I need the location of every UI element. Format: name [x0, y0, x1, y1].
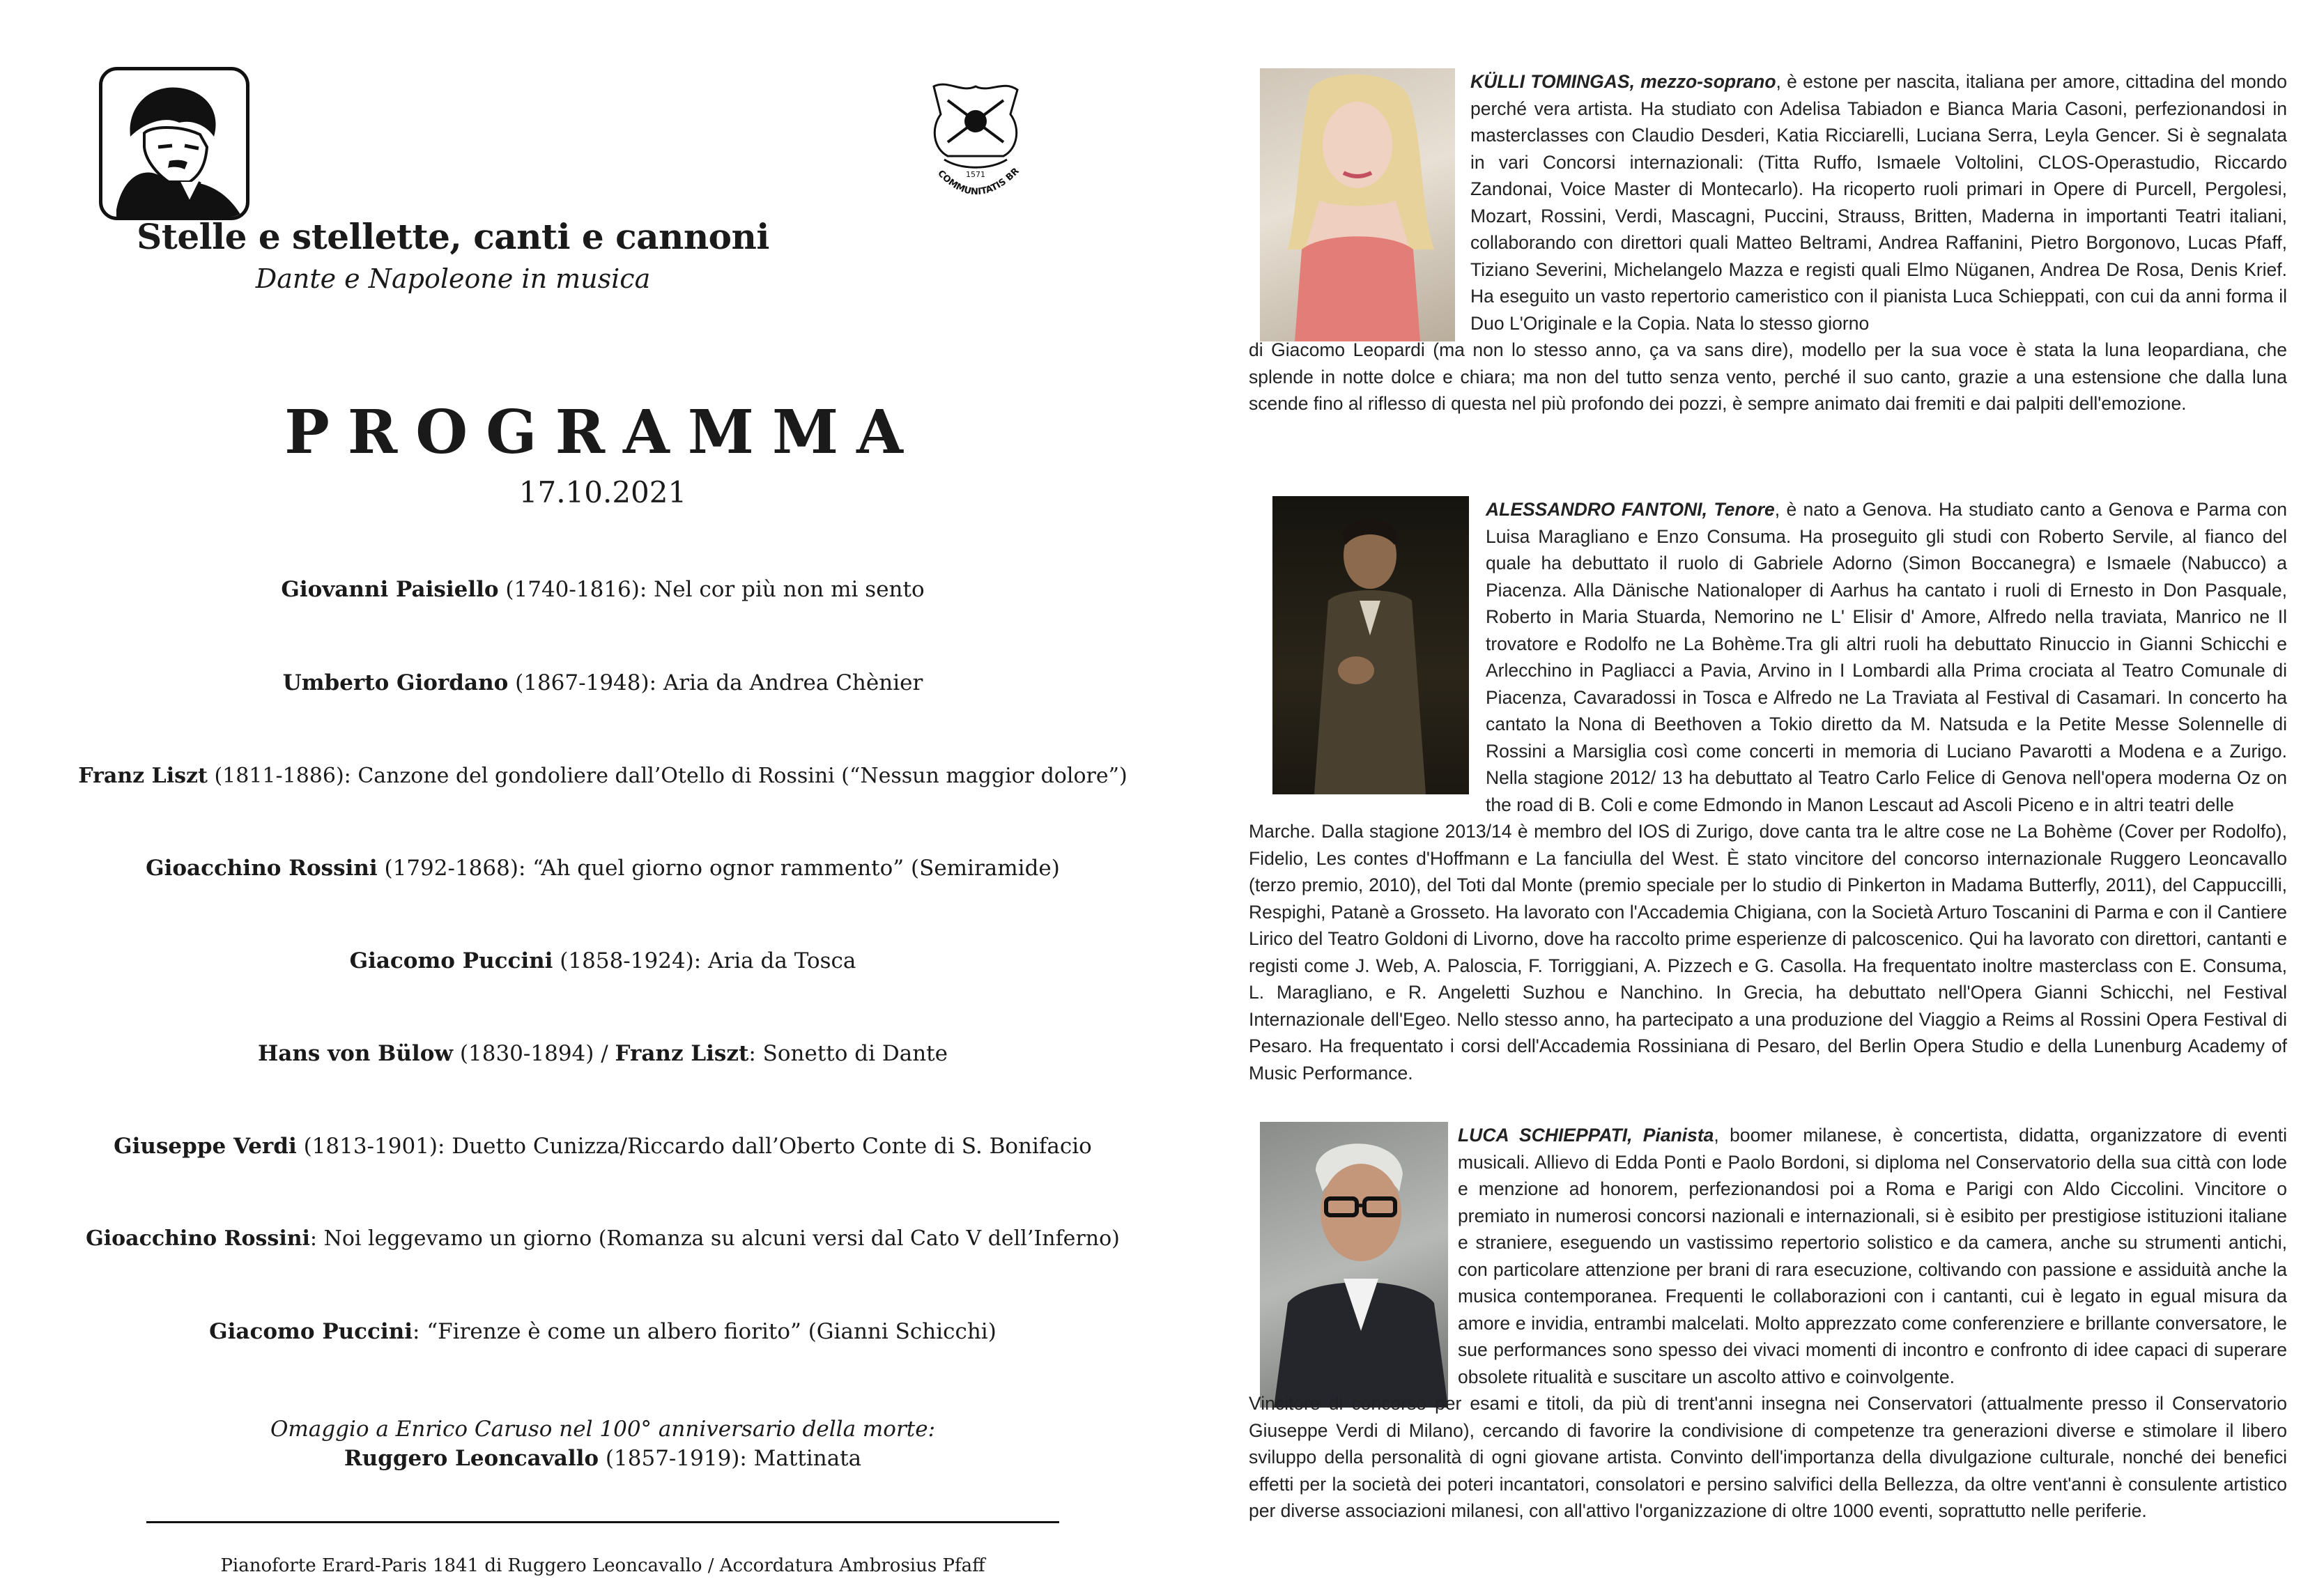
program-item: Giuseppe Verdi (1813-1901): Duetto Cunizza/Riccardo dall’Oberto Conte di S. Bonifacio	[114, 1134, 1092, 1159]
program-item: Franz Liszt (1811-1886): Canzone del gondoliere dall’Otello di Rossini (“Nessun maggior dolore”)	[78, 764, 1128, 788]
bio-alessandro-fantoni	[1249, 496, 2287, 1086]
bio-text: Vincitore di concorso per esami e titoli, da più di trent'anni insegna nei Conservatori (attualmente presso il Conservatorio Giuseppe Verdi di Milano), cercando di favorire la condivisione di competenze tra generazioni diverse e stimolare il libero sviluppo della personalità di ogni giovane artista. Convinto dell'importanza della divulgazione culturale, nonché dei benefici effetti per la società dei poteri incantatori, consolatori e persino salvifici della Bellezza, da oltre vent'anni è consulente artistico per diverse associazioni milanesi, con all'attivo l'organizzazione di oltre 1000 eventi, soprattutto nelle periferie.	[1249, 1393, 2287, 1521]
bio-text: Marche. Dalla stagione 2013/14 è membro del IOS di Zurigo, dove canta tra le altre cose ne La Bohème (Cover per Rodolfo), Fidelio, Les contes d'Hoffmann e La fanciulla del West. È stato vincitore del concorso internazionale Ruggero Leoncavallo (terzo premio, 2010), del Toti dal Monte (premio speciale per lo studio di Pinkerton in Madama Butterfly, 2011), del Cappuccilli, Respighi, Patanè a Grosseto. Ha lavorato con l'Accademia Chigiana, con la Società Arturo Toscanini di Parma e con il Cantiere Lirico del Teatro Goldoni di Livorno, dove ha raccolto prime esperienze di palcoscenico. Qui ha lavorato con direttori, cantanti e registi come J. Web, A. Paloscia, F. Torriggiani, A. Pizzech e G. Casolla. Ha frequentato inoltre masterclass con E. Consuma, L. Maragliano, e R. Angeletti Suzhou e Nanchino. In Grecia, ha debuttato nell'Opera Gianni Schicchi, nel Festival Internazionale dell'Egeo. Nello stesso anno, ha partecipato a una produzione del Viaggio a Reims al Rossini Opera Festival di Pesaro. Ha frequentato i corsi dell'Accademia Rossiniana di Pesaro, del Berlin Opera Studio e della Lunenburg Academy of Music Performance.	[1249, 821, 2287, 1084]
bio-text: , boomer milanese, è concertista, didatta, organizzatore di eventi musicali. Allievo di Edda Ponti e Paolo Bordoni, si diploma nel Conservatorio della sua città con lode e menzione ad honorem, perfezionandosi poi a Roma e Parigi con Aldo Ciccolini. Vincitore o premiato in numerosi concorsi nazionali e internazionali, si è esibito per prestigiose istituzioni italiane e straniere, eseguendo un vastissimo repertorio solistico e da camera, anche su strumenti antichi, con particolare attenzione per brani di rara esecuzione, coltivando con passione e assiduità anche la musica contemporanea. Frequenti le collaborazioni con i cantanti, cui è legato in egual misura da amore e invidia, entrambi malcelati. Molto apprezzato come conferenziere e brillante conversatore, le sue performances sono spesso dei vivaci momenti di incontro e confronto di idee capaci di superare obsolete ritualità e suscitare un ascolto attivo e coinvolgente.	[1458, 1125, 2287, 1387]
homage-block	[0, 1415, 1206, 1473]
program-item: Hans von Bülow (1830-1894) / Franz Liszt: Sonetto di Dante	[258, 1041, 948, 1066]
brissago-coat-of-arms-icon	[906, 72, 1045, 212]
program-item: Gioacchino Rossini (1792-1868): “Ah quel giorno ognor rammento” (Semiramide)	[146, 856, 1060, 881]
program-item: Giacomo Puccini (1858-1924): Aria da Tosca	[349, 948, 856, 973]
program-footer: Pianoforte Erard-Paris 1841 di Ruggero Leoncavallo / Accordatura Ambrosius Pfaff	[220, 1555, 985, 1576]
homage-line: Omaggio a Enrico Caruso nel 100° anniversario della morte:	[270, 1417, 936, 1442]
program-subtitle: Dante e Napoleone in musica	[255, 263, 651, 294]
divider	[146, 1521, 1059, 1523]
program-date: 17.10.2021	[518, 475, 687, 509]
caruso-caricature-icon	[99, 67, 249, 220]
bio-kulli-tomingas	[1249, 68, 2287, 417]
program-item: Gioacchino Rossini: Noi leggevamo un giorno (Romanza su alcuni versi dal Cato V dell’Inferno)	[86, 1226, 1120, 1251]
bio-luca-schieppati	[1249, 1122, 2287, 1525]
svg-text:COMMUNITATIS BRISSAGENSIS	[906, 72, 1022, 197]
program-item: Giovanni Paisiello (1740-1816): Nel cor più non mi sento	[281, 577, 925, 602]
emblem-text: COMMUNITATIS BR	[935, 166, 1022, 198]
bio-text: , è nato a Genova. Ha studiato canto a Genova e Parma con Luisa Maragliano e Enzo Consuma. Ha proseguito gli studi con Roberto Servile, al fianco del quale ha debuttato il ruolo di Gabriele Adorno (Simon Boccanegra) e Ismaele (Nabucco) a Piacenza. Alla Dänische Nationaloper di Aarhus ha cantato i ruoli di Ernesto in Don Pasquale, Roberto in Maria Stuarda, Nemorino ne L' Elisir d' Amore, Alfredo nella traviata, Manrico ne Il trovatore e Rodolfo ne La Bohème.Tra gli altri ruoli ha debuttato Rinuccio in Gianni Schicchi e Arlecchino in Pagliacci a Pavia, Arvino in I Lombardi alla Prima crociata al Teatro Comunale di Piacenza, Cavaradossi in Tosca e Alfredo ne La Traviata al Festival di Casamari. In concerto ha cantato la Nona di Beethoven a Tokio diretto da M. Natsuda e la Petite Messe Solennelle di Rossini a Marsiglia così come concerti in memoria di Luciano Pavarotti a Modena e a Zurigo. Nella stagione 2012/ 13 ha debuttato al Teatro Carlo Felice di Genova nell'opera moderna Oz on the road di B. Coli e come Edmondo in Manon Lescaut ad Ascoli Piceno e in altri teatri delle	[1486, 499, 2287, 815]
program-page	[0, 0, 1157, 1595]
emblem-year: 1571	[966, 170, 985, 179]
program-item: Umberto Giordano (1867-1948): Aria da Andrea Chènier	[282, 670, 923, 695]
program-title: Stelle e stellette, canti e cannoni	[137, 216, 769, 257]
bio-text: di Giacomo Leopardi (ma non lo stesso anno, ça va sans dire), modello per la sua voce è stata la luna leopardiana, che splende in notte dolce e chiara; ma non del tutto senza vento, perché il suo canto, grazie a una estensione che dalla luna scende fino al riflesso di questa nel più profondo dei pozzi, è sempre animato dai fremiti e dai palpiti dell'emozione.	[1249, 339, 2287, 414]
bio-text: , è estone per nascita, italiana per amore, cittadina del mondo perché vera artista. Ha studiato con Adelisa Tabiadon e Bianca Maria Casoni, perfezionandosi in masterclasses con Claudio Desderi, Katia Ricciarelli, Luciana Serra, Leyla Gencer. Si è segnalata in vari Concorsi internazionali: (Titta Ruffo, Ismaele Voltolini, CLOS-Operastudio, Riccardo Zandonai, Voice Master di Montecarlo). Ha ricoperto ruoli primari in Opere di Purcell, Pergolesi, Mozart, Rossini, Verdi, Mascagni, Puccini, Strauss, Britten, Maderna in importanti Teatri italiani, collaborando con direttori quali Matteo Beltrami, Andrea Raffanini, Pietro Borgonovo, Lucas Pfaff, Tiziano Severini, Michelangelo Mazza e registi quali Elmo Nüganen, Andrea De Rosa, Denis Krief. Ha eseguito un vasto repertorio cameristico con il pianista Luca Schieppati, con cui da anni forma il Duo L'Originale e la Copia. Nata lo stesso giorno	[1470, 71, 2287, 334]
bio-name: ALESSANDRO FANTONI, Tenore	[1486, 499, 1775, 520]
bio-name: LUCA SCHIEPPATI, Pianista	[1458, 1125, 1714, 1146]
program-heading: PROGRAMMA	[284, 397, 921, 468]
homage-item: Ruggero Leoncavallo (1857-1919): Mattinata	[344, 1446, 862, 1471]
program-item: Giacomo Puccini: “Firenze è come un albero fiorito” (Gianni Schicchi)	[209, 1319, 996, 1344]
bio-name: KÜLLI TOMINGAS, mezzo-soprano	[1470, 71, 1776, 92]
